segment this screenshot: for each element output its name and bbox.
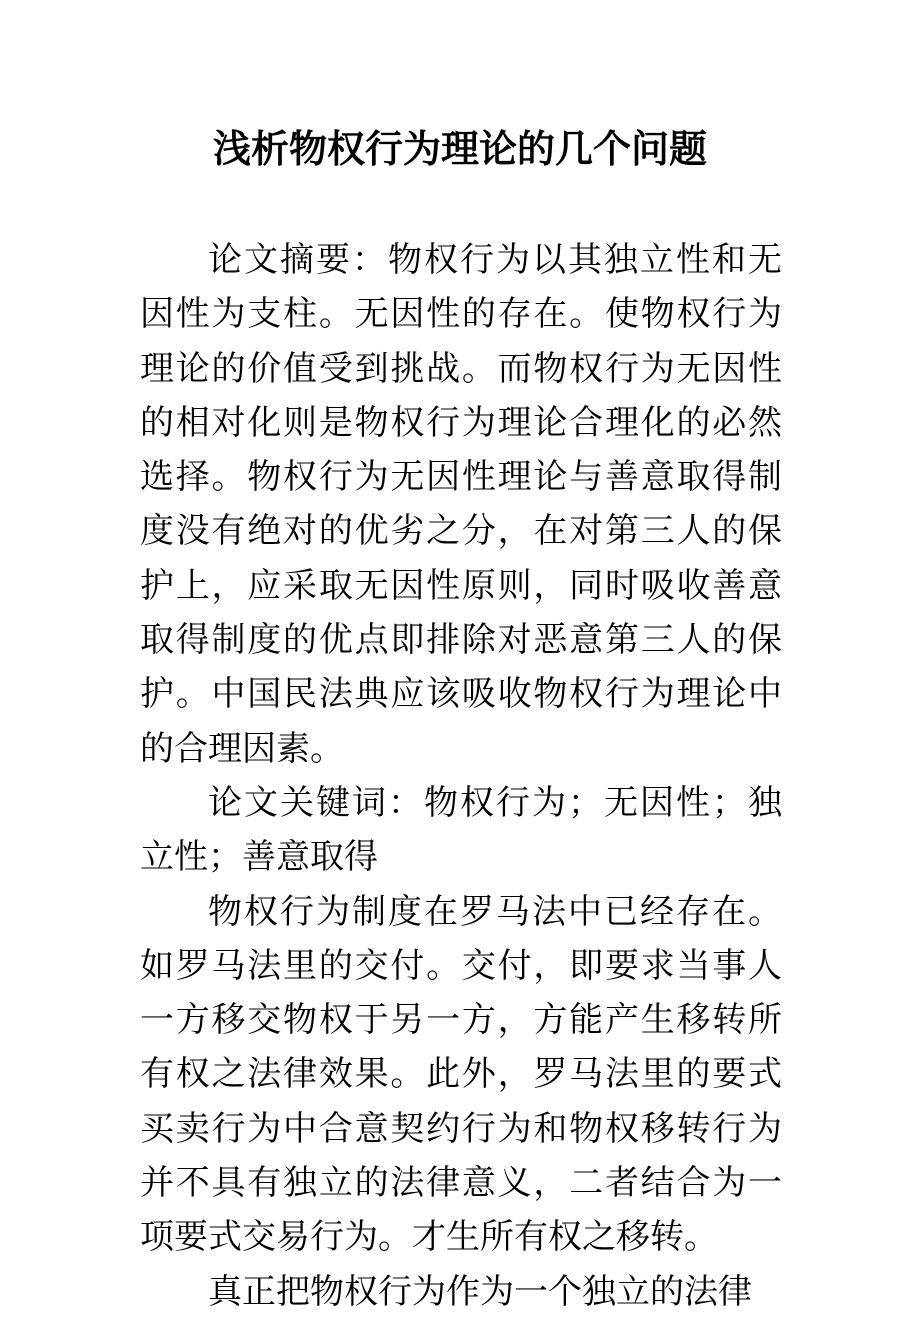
abstract-paragraph: 论文摘要：物权行为以其独立性和无因性为支柱。无因性的存在。使物权行为理论的价值受到挑战。而物权行为无因性的相对化则是物权行为理论合理化的必然选择。物权行为无因性理论与善意取得制度没有绝对的优劣之分，在对第三人的保护上，应采取无因性原则，同时吸收善意取得制度的优点即排除对恶意第三人的保护。中国民法典应该吸收物权行为理论中的合理因素。 xyxy=(140,240,782,769)
keywords-paragraph: 论文关键词：物权行为；无因性；独立性；善意取得 xyxy=(140,782,782,878)
document-title: 浅析物权行为理论的几个问题 xyxy=(212,126,707,171)
body-paragraph: 物权行为制度在罗马法中已经存在。如罗马法里的交付。交付，即要求当事人一方移交物权于另一方，方能产生移转所有权之法律效果。此外，罗马法里的要式买卖行为中合意契约行为和物权移转行为并不具有独立的法律意义，二者结合为一项要式交易行为。才生所有权之移转。 xyxy=(140,891,782,1258)
body-paragraph-continued: 真正把物权行为作为一个独立的法律 xyxy=(208,1271,752,1312)
document-body xyxy=(140,233,782,1319)
